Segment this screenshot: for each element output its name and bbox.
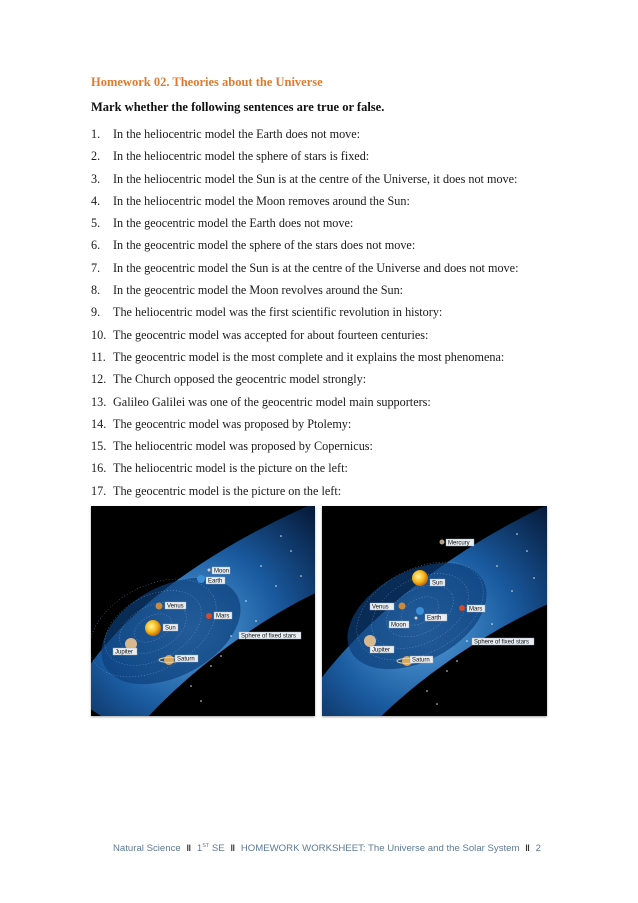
label-mercury: Mercury: [448, 540, 470, 547]
question-text: The Church opposed the geocentric model strongly:: [113, 372, 367, 387]
question-text: In the geocentric model the Moon revolves around the Sun:: [113, 283, 404, 298]
label-mars: Mars: [216, 613, 230, 620]
label-venus: Venus: [372, 604, 389, 611]
question-item: [91, 215, 518, 237]
question-number: 16.: [91, 461, 107, 476]
label-sun: Sun: [432, 580, 443, 587]
footer-level-sup: ST: [202, 843, 210, 849]
question-item: [91, 438, 518, 460]
question-number: 14.: [91, 416, 107, 431]
footer-level-num: 1: [196, 843, 203, 855]
question-item: [91, 148, 518, 170]
question-text: In the geocentric model the sphere of the stars does not move:: [113, 238, 416, 253]
question-text: In the heliocentric model the sphere of stars is fixed:: [113, 149, 370, 164]
label-jupiter: Jupiter: [115, 649, 134, 656]
footer-level-rest: SE: [211, 843, 225, 855]
question-number: 6.: [91, 238, 101, 253]
label-moon: Moon: [214, 568, 230, 575]
question-text: In the heliocentric model the Moon removes around the Sun:: [113, 193, 410, 208]
question-item: [91, 282, 518, 304]
footer-subject: Natural Science: [113, 843, 181, 855]
question-number: 5.: [91, 216, 101, 231]
question-number: 11.: [91, 349, 106, 364]
label-sphere-fixed-stars: Sphere of fixed stars: [241, 633, 297, 640]
footer-separator: ‖: [186, 843, 192, 855]
question-item: [91, 371, 518, 393]
question-item: [91, 260, 518, 282]
question-text: In the geocentric model the Sun is at the centre of the Universe and does not move:: [113, 260, 519, 275]
label-earth: Earth: [208, 578, 223, 585]
page-title: Homework 02. Theories about the Universe: [91, 75, 323, 89]
question-text: The geocentric model was accepted for about fourteen centuries:: [113, 327, 429, 342]
question-number: 4.: [91, 193, 101, 208]
label-venus: Venus: [167, 603, 184, 610]
footer-worksheet: HOMEWORK WORKSHEET: The Universe and the Solar System: [240, 843, 520, 855]
footer-separator: ‖: [230, 843, 236, 855]
question-number: 3.: [91, 171, 101, 186]
footer-separator: ‖: [525, 843, 530, 855]
question-item: [91, 416, 518, 438]
question-item: [91, 394, 518, 416]
question-item: [91, 171, 518, 193]
page-footer: [113, 843, 541, 854]
question-number: 2.: [91, 149, 101, 164]
question-number: 7.: [91, 260, 101, 275]
question-number: 17.: [91, 483, 107, 498]
label-mars: Mars: [469, 606, 483, 613]
question-item: [91, 483, 518, 505]
question-number: 1.: [91, 127, 101, 141]
question-item: [91, 460, 518, 482]
question-text: The geocentric model is the most complete and it explains the most phenomena:: [113, 349, 505, 364]
footer-page-number: 2: [535, 843, 541, 855]
label-sun: Sun: [165, 625, 176, 632]
label-moon: Moon: [391, 622, 407, 629]
question-text: In the geocentric model the Earth does not move:: [113, 216, 354, 231]
question-item: [91, 237, 518, 259]
question-text: The heliocentric model was proposed by Copernicus:: [113, 439, 373, 454]
label-saturn: Saturn: [177, 656, 195, 663]
question-text: In the heliocentric model the Sun is at the centre of the Universe, it does not move:: [113, 171, 518, 186]
question-number: 10.: [91, 327, 107, 342]
label-saturn: Saturn: [412, 657, 430, 664]
label-jupiter: Jupiter: [372, 647, 391, 654]
question-list: [91, 126, 518, 505]
question-number: 12.: [91, 372, 107, 387]
question-item: [91, 304, 518, 326]
question-item: [91, 126, 518, 148]
question-text: The geocentric model was proposed by Ptolemy:: [113, 416, 352, 431]
geocentric-model-image: [322, 506, 547, 716]
question-item: [91, 193, 518, 215]
question-number: 15.: [91, 439, 107, 454]
question-text: Galileo Galilei was one of the geocentric model main supporters:: [113, 394, 431, 409]
question-number: 8.: [91, 283, 101, 298]
question-item: [91, 327, 518, 349]
question-text: The geocentric model is the picture on the left:: [113, 483, 342, 498]
instruction: Mark whether the following sentences are true or false.: [91, 100, 385, 114]
question-item: [91, 349, 518, 371]
question-number: 13.: [91, 394, 107, 409]
question-text: The heliocentric model is the picture on the left:: [113, 461, 348, 476]
label-sphere-fixed-stars: Sphere of fixed stars: [474, 639, 530, 646]
label-earth: Earth: [427, 615, 442, 622]
question-text: In the heliocentric model the Earth does not move:: [113, 127, 361, 141]
question-text: The heliocentric model was the first scientific revolution in history:: [113, 305, 443, 320]
question-number: 9.: [91, 305, 101, 320]
heliocentric-model-image: [91, 506, 315, 716]
